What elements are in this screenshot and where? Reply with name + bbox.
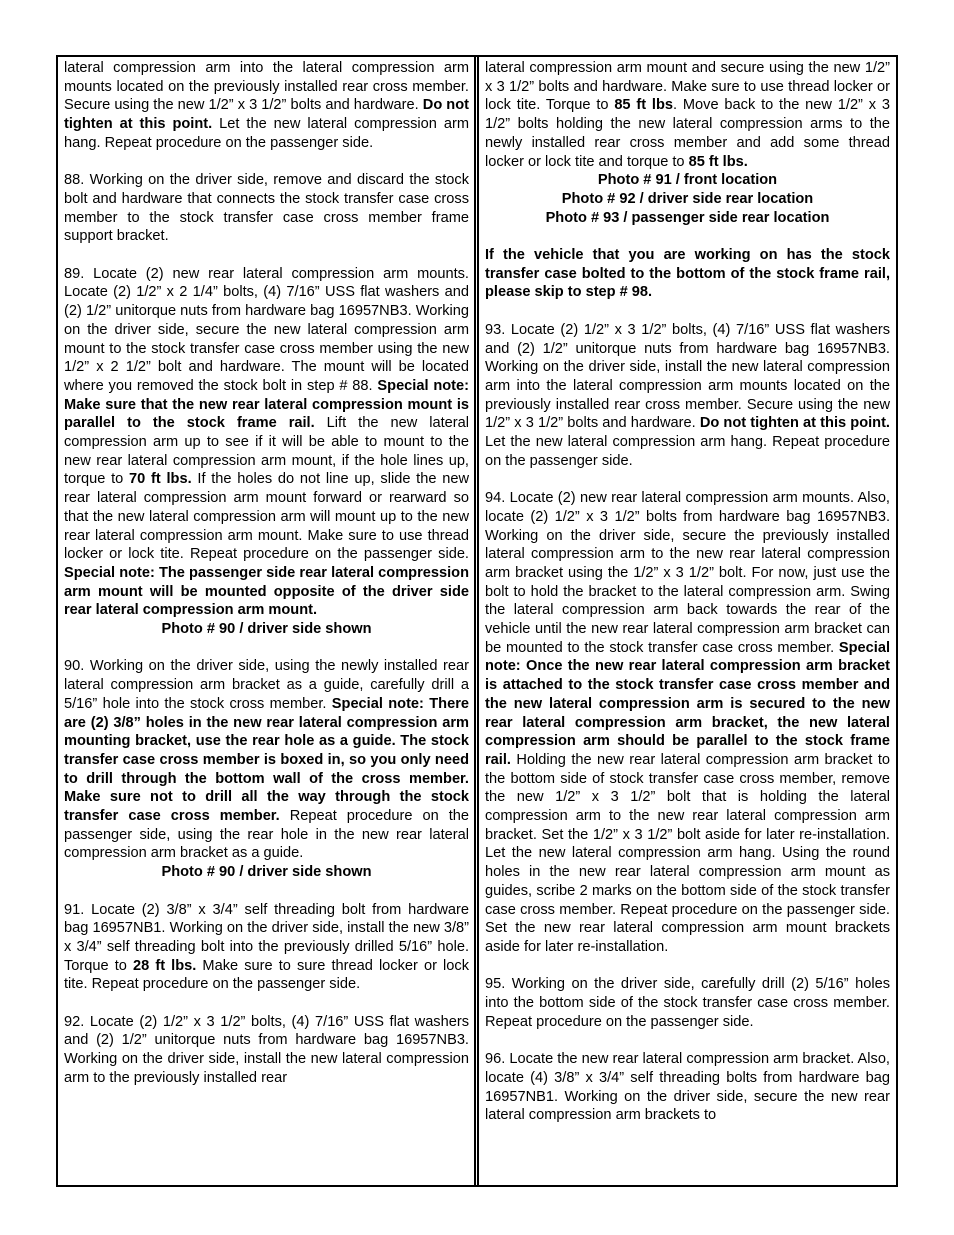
body-text: 92. Locate (2) 1/2” x 3 1/2” bolts, (4) 7/16” USS flat washers and (2) 1/2” unitorque nuts from hardware bag 16957NB3. Working on the driver side, install the new lateral compression arm to the previously installed rear [64, 1013, 469, 1086]
step-93-paragraph [485, 321, 890, 471]
bold-text: 70 ft lbs. [129, 471, 192, 488]
bold-text: Special note: The passenger side rear lateral compression arm mount will be mounted opposite of the driver side rear lateral compression arm mount. [64, 564, 469, 619]
step-96-paragraph [485, 1050, 890, 1125]
photo-caption: Photo # 91 / front location [597, 172, 778, 189]
bold-text: 85 ft lbs. [688, 153, 748, 170]
paragraph [485, 59, 890, 171]
bold-text: If the vehicle that you are working on has the stock transfer case bolted to the bottom of the stock frame rail, please skip to step # 98. [485, 247, 890, 301]
body-text: 96. Locate the new rear lateral compression arm bracket. Also, locate (4) 3/8” x 3/4” self threading bolts from hardware bag 16957NB1. Working on the driver side, secure the new rear lateral compression arm brackets to [485, 1051, 890, 1124]
skip-note-paragraph [485, 246, 890, 302]
bold-text: 28 ft lbs. [133, 957, 197, 974]
photo-caption: Photo # 90 / driver side shown [161, 621, 372, 638]
step-89-paragraph [64, 265, 469, 620]
bold-text: Special note: Make sure that the new rear lateral compression mount is parallel to the stock frame rail. [64, 377, 470, 432]
body-text: Repeat procedure on the passenger side, using the rear hole in the new rear lateral compression arm bracket as a guide. [64, 808, 469, 862]
body-text: Make sure to sure thread locker or lock tite. Repeat procedure on the passenger side. [64, 957, 470, 993]
bold-text: Do not tighten at this point. [699, 415, 890, 432]
bold-text: Special note: Once the new rear lateral compression arm bracket is attached to the stock transfer case cross member and the new lateral compression arm is secured to the new rear lateral compression arm bracket, the new lateral compression arm should be parallel to the stock frame rail. [485, 639, 890, 768]
body-text: Lift the new lateral compression arm up to see if it will be able to mount to the new rear lateral compression arm mount, if the hole lines up, torque to [64, 415, 469, 488]
photo-caption: Photo # 93 / passenger side rear location [545, 209, 830, 226]
step-95-paragraph [485, 975, 890, 1031]
bold-text: 85 ft lbs [614, 97, 674, 114]
body-text: 88. Working on the driver side, remove and discard the stock bolt and hardware that connects the stock transfer case cross member to the stock transfer case cross member frame support bracket. [64, 172, 469, 245]
bold-text: Do not tighten at this point. [64, 97, 469, 133]
body-text: 93. Locate (2) 1/2” x 3 1/2” bolts, (4) 7/16” USS flat washers and (2) 1/2” unitorque nuts from hardware bag 16957NB3. Working on the driver side, install the new lateral compression arm into the lateral compression arm mounts located on the previously installed rear cross member. Secure using the new 1/2” x 3 1/2” bolts and hardware. [485, 321, 890, 432]
body-text: Let the new lateral compression arm hang. Repeat procedure on the passenger side. [64, 116, 469, 151]
body-text: 94. Locate (2) new rear lateral compression arm mounts. Also, locate (2) 1/2” x 3 1/2” bolts from hardware bag 16957NB3. Working on the driver side, secure the previously installed lateral compression arm to the new rear lateral compression arm bracket using the 1/2” x 3 1/2” bolt. For now, just use the bolt to hold the bracket to the lateral compression arm. Swing the lateral compression arm back towards the rear of the vehicle until the new rear lateral compression arm bracket can be mounted to the stock transfer case cross member. [485, 490, 890, 656]
step-91-paragraph [64, 901, 469, 995]
bold-text: Special note: There are (2) 3/8” holes in the new rear lateral compression arm mounting bracket, use the rear hole as a guide. The stock transfer case cross member is boxed in, so you only need to drill through the bottom wall of the cross member. Make sure not to drill all the way through the stock transfer case cross member. [64, 695, 469, 825]
photo-caption: Photo # 92 / driver side rear location [561, 190, 814, 207]
paragraph [64, 59, 469, 153]
step-92-paragraph [64, 1013, 469, 1088]
body-text: lateral compression arm into the lateral compression arm mounts located on the previously installed rear cross member. Secure using the new 1/2” x 3 1/2” bolts and hardware. [64, 60, 469, 114]
body-text: lateral compression arm mount and secure using the new 1/2” x 3 1/2” bolts and hardware. Make sure to use thread locker or lock tite. Torque to [485, 60, 890, 114]
photo-caption: Photo # 90 / driver side shown [161, 864, 372, 881]
body-text: 91. Locate (2) 3/8” x 3/4” self threading bolt from hardware bag 16957NB1. Working on the driver side, install the new 3/8” x 3/4” self threading bolt into the previously drilled 5/16” hole. Torque to [64, 901, 469, 974]
step-88-paragraph [64, 171, 469, 246]
column-divider [474, 55, 479, 1187]
body-text: 95. Working on the driver side, carefully drill (2) 5/16” holes into the bottom side of the stock transfer case cross member. Repeat procedure on the passenger side. [485, 976, 890, 1030]
body-text: Let the new lateral compression arm hang. Repeat procedure on the passenger side. [485, 434, 890, 469]
step-94-paragraph [485, 489, 890, 957]
body-text: . Move back to the new 1/2” x 3 1/2” bolts holding the new lateral compression arms to the newly installed rear cross member and add some thread locker or lock tite and torque to [485, 97, 890, 170]
body-text: Holding the new rear lateral compression arm bracket to the bottom side of stock transfer case cross member, remove the new 1/2” x 3 1/2” bolt that is holding the lateral compression arm to the new rear lateral compression arm bracket. Set the 1/2” x 3 1/2” bolt aside for later re-installation. Let the new lateral compression arm hang. Using the round holes in the new rear lateral compression arm mount as guides, scribe 2 marks on the bottom side of the stock transfer case cross member. Repeat procedure on the passenger side. Set the new rear lateral compression arm mount brackets aside for later re-installation. [485, 751, 890, 955]
body-text: If the holes do not line up, slide the new rear lateral compression arm mount forward or rearward so that the new lateral compression arm will mount up to the new rear lateral compression arm mount. Make sure to use thread locker or lock tite. Repeat procedure on the passenger side. [64, 471, 469, 563]
body-text: 89. Locate (2) new rear lateral compression arm mounts. Locate (2) 1/2” x 2 1/4” bolts, (4) 7/16” USS flat washers and (2) 1/2” unitorque nuts from hardware bag 16957NB3. Working on the driver side, secure the new lateral compression arm mount to the stock transfer case cross member using the new 1/2” x 2 1/2” bolt and hardware. The mount will be located where you removed the stock bolt in step # 88. [64, 265, 469, 394]
step-90-paragraph [64, 657, 469, 863]
body-text: 90. Working on the driver side, using the newly installed rear lateral compression arm bracket as a guide, carefully drill a 5/16” hole into the stock cross member. [64, 658, 469, 712]
right-column [485, 59, 890, 1125]
left-column [64, 59, 469, 1088]
